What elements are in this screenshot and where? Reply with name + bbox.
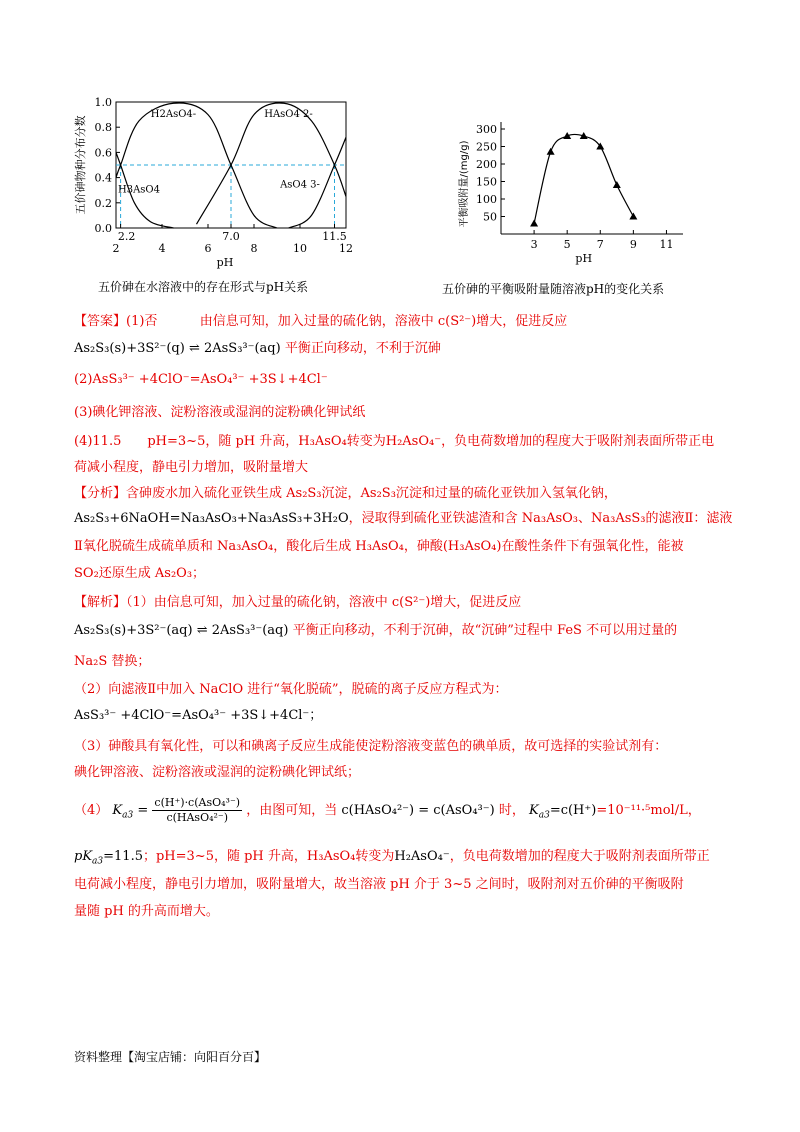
answer-line-1 <box>74 313 567 331</box>
ka3-symbol: $K_{a3}$ <box>112 803 134 821</box>
data-point <box>530 220 538 227</box>
explain-4a: ，由图可知，当 <box>246 803 338 818</box>
x-tick-label: 2.2 <box>117 230 136 243</box>
explain-1: 【解析】（1）由信息可知，加入过量的硫化钠，溶液中 c(S²⁻)增大，促进反应 <box>74 595 522 610</box>
footer-note: 资料整理【淘宝店铺：向阳百分百】 <box>74 1050 267 1064</box>
y-tick-label: 0.8 <box>94 121 112 135</box>
explain-4-line: （4） $K_{a3}$ = $\frac{\text{c(H⁺)·c(AsO₄³⁻)}}{\text{c(HAsO₄²⁻)}}$ ，由图可知，当 c(HAsO₄²⁻) = c(AsO₄³⁻) 时， $K_{a3}=c(H^+)=10^{-11}\cdot^5mol/L$， <box>74 796 701 824</box>
y-axis-label: 五价砷物种分布分数 <box>74 115 87 215</box>
x-tick-label: 9 <box>629 238 637 251</box>
species-label: H3AsO4 <box>118 184 160 196</box>
analysis-3: Ⅱ氧化脱硫生成硫单质和 Na₃AsO₄，酸化后生成 H₃AsO₄，砷酸(H₃AsO₄)在酸性条件下有强氧化性，能被 <box>74 539 684 554</box>
answer-4b: 荷减小程度，静电引力增加，吸附量增大 <box>74 460 309 475</box>
species-label: AsO4 3- <box>280 179 320 191</box>
explain-4d-line <box>74 848 710 871</box>
equilibrium-equation-2: As₂S₃(s)+3S²⁻(aq) ⇌ 2AsS₃³⁻(aq) <box>74 623 289 638</box>
speciation-chart-svg <box>70 92 370 272</box>
y-tick-label: 200 <box>476 158 497 171</box>
answer-3: (3)碘化钾溶液、淀粉溶液或湿润的淀粉碘化钾试纸 <box>74 405 366 420</box>
adsorption-curve <box>534 134 633 223</box>
x-tick-label: 10 <box>293 242 307 255</box>
figure2-caption: 五价砷的平衡吸附量随溶液pH的变化关系 <box>442 282 665 296</box>
y-tick-label: 0.2 <box>94 196 112 210</box>
adsorption-chart-svg <box>455 110 695 270</box>
analysis-4: SO₂还原生成 As₂O₃； <box>74 566 206 581</box>
explain-3a: （3）砷酸具有氧化性，可以和碘离子反应生成能使淀粉溶液变蓝色的碘单质，故可选择的实验试剂有： <box>74 739 668 754</box>
explain-4e: ，负电荷数增加的程度大于吸附剂表面所带正 <box>449 849 710 864</box>
answer-4a: (4)11.5 pH=3~5，随 pH 升高，H₃AsO₄转变为H₂AsO₄⁻，负电荷数增加的程度大于吸附剂表面所带正电 <box>74 434 715 449</box>
species-label: HAsO4 2- <box>264 109 313 121</box>
x-tick-label: 11 <box>659 238 674 251</box>
analysis-2 <box>74 510 732 528</box>
x-tick-label: 8 <box>250 242 258 255</box>
data-point <box>629 213 637 220</box>
x-tick-label: 5 <box>563 238 571 251</box>
answer-1-text: 由信息可知，加入过量的硫化钠，溶液中 c(S²⁻)增大，促进反应 <box>199 314 568 329</box>
x-tick-label: 6 <box>204 242 212 255</box>
analysis-1: 【分析】含砷废水加入硫化亚铁生成 As₂S₃沉淀，As₂S₃沉淀和过量的硫化亚铁加入氢氧化钠， <box>74 486 617 501</box>
x-axis-label: pH <box>575 252 593 265</box>
y-tick-label: 0.4 <box>94 171 112 185</box>
analysis-2-text: ，浸取得到硫化亚铁滤渣和含 Na₃AsO₃、Na₃AsS₃的滤液Ⅱ：滤液 <box>348 511 733 526</box>
data-point <box>547 148 555 155</box>
answer-heading: 【答案】(1)否 <box>74 314 158 329</box>
y-tick-label: 250 <box>476 140 497 154</box>
x-tick-label: 12 <box>339 242 353 255</box>
explain-4d: ；pH=3~5，随 pH 升高，H₃AsO₄转变为 <box>142 849 395 864</box>
explain-1b: 平衡正向移动，不利于沉砷，故“沉砷”过程中 FeS 不可以用过量的 <box>292 623 678 638</box>
h2aso4-formula: H₂AsO₄⁻ <box>394 849 450 864</box>
speciation-chart <box>70 92 370 272</box>
explain-3b: 碘化钾溶液、淀粉溶液或湿润的淀粉碘化钾试纸； <box>74 765 361 780</box>
answer-line-2 <box>74 340 441 358</box>
y-tick-label: 50 <box>483 210 497 224</box>
y-tick-label: 0.0 <box>94 222 112 235</box>
answer-2: (2)AsS₃³⁻ +4ClO⁻=AsO₄³⁻ +3S↓+4Cl⁻ <box>74 372 328 387</box>
x-tick-label: 7 <box>596 238 604 251</box>
equilibrium-equation: As₂S₃(s)+3S²⁻(q) ⇌ 2AsS₃³⁻(aq) <box>74 341 281 356</box>
pka-value: =11.5 <box>103 849 143 864</box>
x-tick-label: 4 <box>158 242 166 255</box>
species-curve <box>197 103 347 224</box>
ka3-fraction <box>152 796 242 825</box>
explain-2: （2）向滤液Ⅱ中加入 NaClO 进行“氧化脱硫”，脱硫的离子反应方程式为： <box>74 682 508 697</box>
y-tick-label: 0.6 <box>94 146 112 160</box>
explain-1c: Na₂S 替换； <box>74 654 151 669</box>
condition-equation: c(HAsO₄²⁻) = c(AsO₄³⁻) <box>341 803 495 818</box>
x-axis-label: pH <box>216 256 234 269</box>
adsorption-chart <box>455 110 695 270</box>
explain-1b-line <box>74 622 677 640</box>
x-tick-label: 2 <box>112 242 120 255</box>
pka-symbol: $pK_{a3}$ <box>74 849 104 867</box>
x-tick-label: 3 <box>530 238 538 251</box>
y-tick-label: 300 <box>476 123 497 136</box>
ka3-symbol-2: $K_{a3}$ <box>529 803 550 821</box>
explain-4b: 时， <box>498 803 525 818</box>
species-curve <box>116 103 277 228</box>
species-label: H2AsO4- <box>150 109 197 121</box>
answer-1-conclusion: 平衡正向移动，不利于沉砷 <box>284 341 441 356</box>
y-tick-label: 1.0 <box>94 96 112 109</box>
explain-4f: 电荷减小程度，静电引力增加，吸附量增大，故当溶液 pH 介于 3~5 之间时，吸附剂对五价砷的平衡吸附 <box>74 877 684 892</box>
x-tick-label: 7.0 <box>222 230 240 243</box>
naoh-equation: As₂S₃+6NaOH=Na₃AsO₃+Na₃AsS₃+3H₂O <box>74 511 349 526</box>
y-tick-label: 100 <box>476 193 497 206</box>
figure1-caption: 五价砷在水溶液中的存在形式与pH关系 <box>98 280 309 294</box>
explain-4g: 量随 pH 的升高而增大。 <box>74 904 219 919</box>
y-axis-label: 平衡吸附量/(mg/g) <box>459 140 470 228</box>
data-point <box>613 181 621 188</box>
ka3-rhs: =c(H⁺) <box>549 803 597 818</box>
x-tick-label: 11.5 <box>322 230 347 243</box>
ka3-denominator: c(HAsO₄²⁻) <box>166 811 229 824</box>
ion-equation: AsS₃³⁻ +4ClO⁻=AsO₄³⁻ +3S↓+4Cl⁻； <box>74 708 323 723</box>
y-tick-label: 150 <box>476 175 497 189</box>
ka3-numerator: c(H⁺)·c(AsO₄³⁻) <box>154 796 241 809</box>
explain-4c: =10⁻¹¹·⁵mol/L， <box>596 803 701 818</box>
